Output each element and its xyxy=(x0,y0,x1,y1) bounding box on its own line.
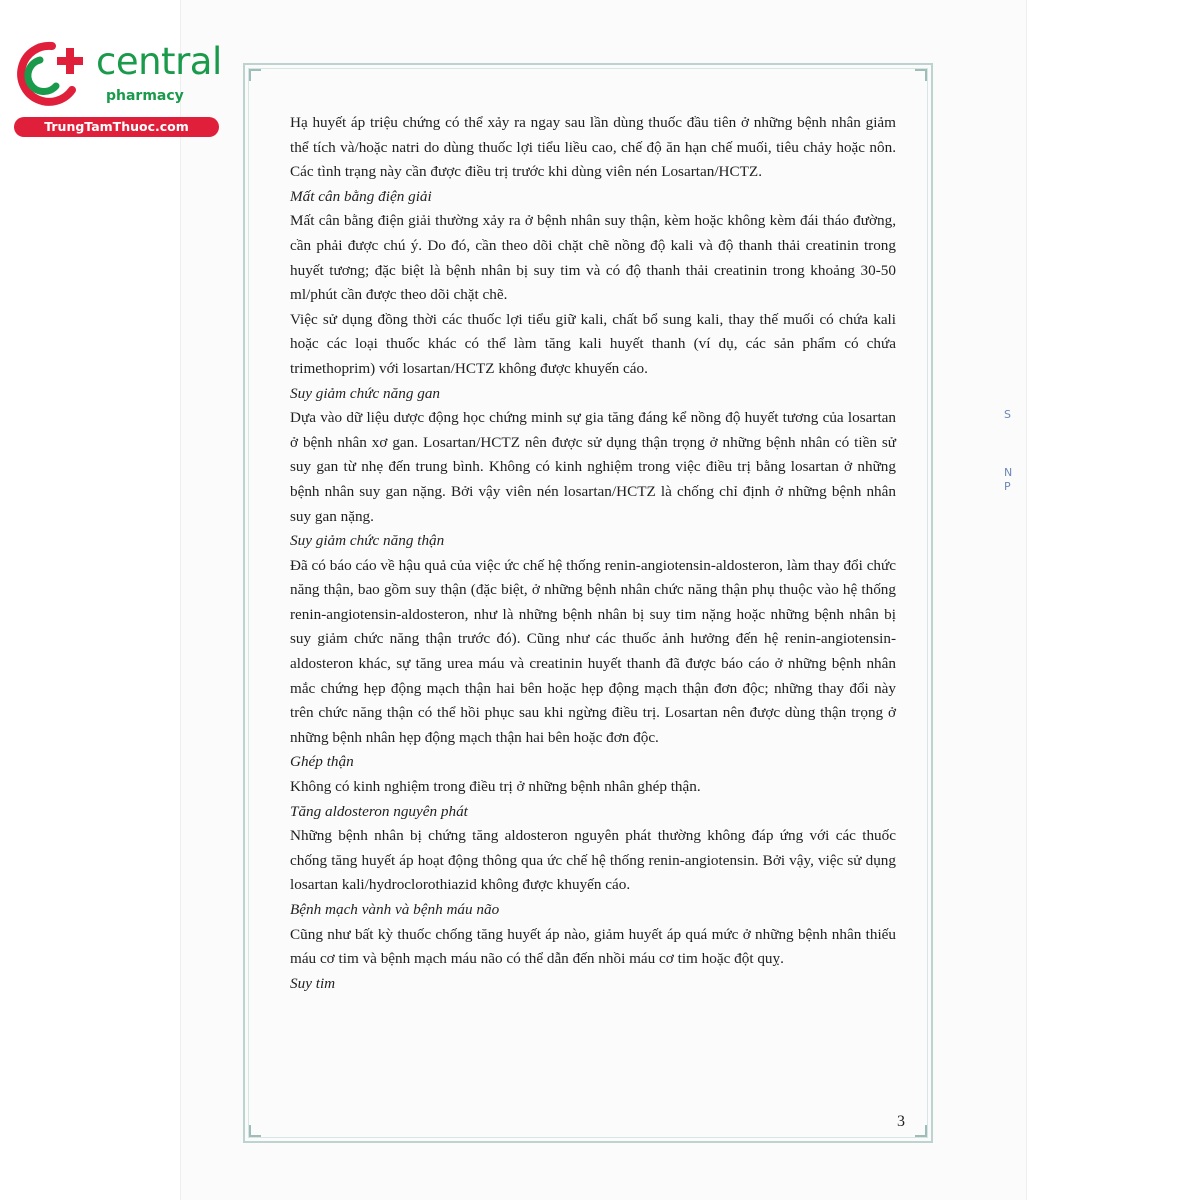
logo-name: central xyxy=(96,40,222,83)
frame-corner-ornament xyxy=(915,69,927,81)
section-heading: Suy giảm chức năng thận xyxy=(290,532,445,550)
logo-subtitle: pharmacy xyxy=(106,88,184,104)
document-body xyxy=(290,111,896,996)
edge-mark: S xyxy=(1004,408,1011,421)
section-heading: Tăng aldosteron nguyên phát xyxy=(290,802,468,820)
edge-mark: N xyxy=(1004,466,1013,479)
section-heading: Suy giảm chức năng gan xyxy=(290,384,441,402)
page-number: 3 xyxy=(897,1113,905,1130)
pharmacy-cross-icon xyxy=(10,38,90,108)
paragraph: Những bệnh nhân bị chứng tăng aldosteron nguyên phát thường không đáp ứng với các thuốc chống tăng huyết áp hoạt động thông qua ức chế hệ thống renin-angiotensin. Bởi vậy, việc sử dụng losartan kali/hydroclorothiazid không được khuyến cáo. xyxy=(290,827,896,894)
paragraph: Hạ huyết áp triệu chứng có thể xảy ra ngay sau lần dùng thuốc đầu tiên ở những bệnh nhân giảm thể tích và/hoặc natri do dùng thuốc lợi tiểu liều cao, chế độ ăn hạn chế muối, tiêu chảy hoặc nôn. Các tình trạng này cần được điều trị trước khi dùng viên nén Losartan/HCTZ. xyxy=(290,114,896,181)
edge-mark: P xyxy=(1004,480,1011,493)
paragraph: Đã có báo cáo về hậu quả của việc ức chế hệ thống renin-angiotensin-aldosteron, làm thay đổi chức năng thận, bao gồm suy thận (đặc biệt, ở những bệnh nhân chức năng thận phụ thuộc vào hệ thống renin-angiotensin-aldosteron, như là những bệnh nhân bị suy tim nặng hoặc những bệnh nhân bị suy giảm chức năng thận trước đó). Cũng như các thuốc ảnh hưởng đến hệ renin-angiotensin-aldosteron khác, sự tăng urea máu và creatinin huyết thanh đã được báo cáo ở những bệnh nhân mắc chứng hẹp động mạch thận hai bên hoặc hẹp động mạch thận đơn độc; những thay đổi này trên chức năng thận có thể hồi phục sau khi ngừng điều trị. Losartan nên được dùng thận trọng ở những bệnh nhân hẹp động mạch thận hai bên hoặc đơn độc. xyxy=(290,556,896,746)
section-heading: Bệnh mạch vành và bệnh máu não xyxy=(290,901,500,918)
frame-corner-ornament xyxy=(249,69,261,81)
paragraph: Việc sử dụng đồng thời các thuốc lợi tiểu giữ kali, chất bổ sung kali, thay thế muối có chứa kali hoặc các loại thuốc khác có thể làm tăng kali huyết thanh (ví dụ, các sản phẩm có chứa trimethoprim) với losartan/HCTZ không được khuyến cáo. xyxy=(290,310,896,377)
central-pharmacy-logo xyxy=(10,38,222,138)
paragraph: Cũng như bất kỳ thuốc chống tăng huyết áp nào, giảm huyết áp quá mức ở những bệnh nhân thiếu máu cơ tim và bệnh mạch máu não có thể dẫn đến nhồi máu cơ tim hoặc đột quỵ. xyxy=(290,925,896,968)
bleed-through-marks xyxy=(1000,400,1030,560)
paragraph: Dựa vào dữ liệu dược động học chứng minh sự gia tăng đáng kể nồng độ huyết tương của losartan ở bệnh nhân xơ gan. Losartan/HCTZ nên được sử dụng thận trọng ở những bệnh nhân có tiền sử suy gan từ nhẹ đến trung bình. Không có kinh nghiệm trong việc điều trị bằng losartan ở những bệnh nhân suy gan nặng. Bởi vậy viên nén losartan/HCTZ là chống chỉ định ở những bệnh nhân suy gan nặng. xyxy=(290,409,896,525)
section-heading: Suy tim xyxy=(290,974,336,992)
section-heading: Mất cân bằng điện giải xyxy=(290,187,432,205)
frame-corner-ornament xyxy=(249,1125,261,1137)
section-heading: Ghép thận xyxy=(290,753,354,771)
paragraph: Không có kinh nghiệm trong điều trị ở những bệnh nhân ghép thận. xyxy=(290,778,701,796)
paragraph: Mất cân bằng điện giải thường xảy ra ở bệnh nhân suy thận, kèm hoặc không kèm đái tháo đường, cần phải được chú ý. Do đó, cần theo dõi chặt chẽ nồng độ kali và độ thanh thải creatinin trong huyết tương; đặc biệt là bệnh nhân bị suy tim và có độ thanh thải creatinin trong khoảng 30-50 ml/phút cần được theo dõi chặt chẽ. xyxy=(290,212,896,304)
logo-url-badge: TrungTamThuoc.com xyxy=(14,117,219,137)
frame-corner-ornament xyxy=(915,1125,927,1137)
